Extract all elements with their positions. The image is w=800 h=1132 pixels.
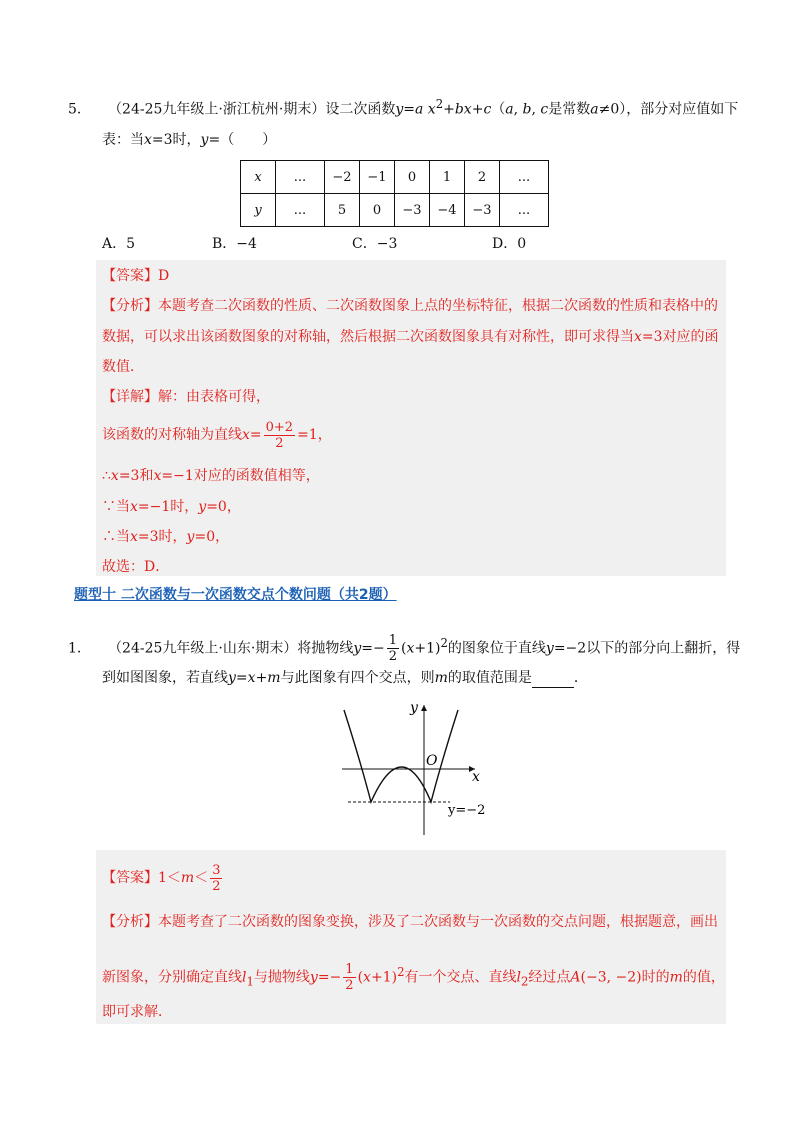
table-cell: 5 xyxy=(325,194,360,227)
table-cell: 1 xyxy=(430,161,465,194)
q5-options xyxy=(102,234,526,254)
q1-answer: 【答案】1＜m＜ $\frac{3}{2}$ xyxy=(102,862,221,894)
folded-parabola-curve xyxy=(344,710,458,802)
table-cell: 2 xyxy=(465,161,500,194)
table-cell: −3 xyxy=(395,194,430,227)
q5-detail-3: ∴x=3和x=−1对应的函数值相等， xyxy=(102,468,320,484)
q5-analysis-3: 数值． xyxy=(102,359,144,375)
table-cell: 0 xyxy=(395,161,430,194)
q5-source: （24-25九年级上·浙江杭州·期末） xyxy=(108,101,326,118)
q5-analysis-2: 数据，可以求出该函数图象的对称轴，然后根据二次函数图象具有对称性，即可求得当x=3对应的函 xyxy=(102,329,719,345)
table-cell: −1 xyxy=(360,161,395,194)
q1-line1: 1. （24-25九年级上·山东·期末）将抛物线y=− $\frac{1}{2}$ $(x+1)^2$的图象位于直线y=−2以下的部分向上翻折，得 xyxy=(68,633,741,665)
table-cell: −4 xyxy=(430,194,465,227)
q5-number: 5. xyxy=(68,101,82,118)
value-table xyxy=(240,160,549,227)
table-cell: −2 xyxy=(325,161,360,194)
table-header-x: x xyxy=(241,161,276,194)
q1-analysis-2: 新图象，分别确定直线$l_1$与抛物线y=− $\frac{1}{2}$ $(x+1)^2$有一个交点、直线$l_2$经过点A(−3, −2)时的m的值， xyxy=(102,962,725,994)
q1-analysis-3: 即可求解． xyxy=(102,1004,172,1020)
q5-detail-4: ∵当x=−1时，y=0， xyxy=(102,499,241,515)
q5-analysis-1: 【分析】本题考查二次函数的性质、二次函数图象上点的坐标特征，根据二次函数的性质和表格中的 xyxy=(102,298,718,314)
answer-blank[interactable] xyxy=(532,673,574,688)
option-b: B．−4 xyxy=(212,236,257,252)
table-row xyxy=(241,194,549,227)
q1-source: （24-25九年级上·山东·期末） xyxy=(108,640,298,657)
q5-line2: 表：当x=3时，y=（ ） xyxy=(102,132,277,148)
q5-detail-1: 【详解】解：由表格可得， xyxy=(102,389,270,405)
origin-label: O xyxy=(426,753,438,769)
table-row xyxy=(241,161,549,194)
table-cell: −3 xyxy=(465,194,500,227)
q5-answer: 【答案】D xyxy=(102,268,170,284)
y-axis-label: y xyxy=(410,700,418,716)
table-cell: 0 xyxy=(360,194,395,227)
table-cell: ... xyxy=(276,194,325,227)
q1-line2: 到如图图象，若直线y=x+m与此图象有四个交点，则m的取值范围是 ． xyxy=(102,670,588,686)
table-header-y: y xyxy=(241,194,276,227)
q5-line1: 5. （24-25九年级上·浙江杭州·期末）设二次函数y=a $x^2+bx+c(a$, b, c是常数a≠0），部分对应值如下 xyxy=(68,97,739,118)
table-cell: ... xyxy=(500,194,549,227)
x-axis-label: x xyxy=(472,769,480,785)
section-title: 题型十 二次函数与一次函数交点个数问题（共2题） xyxy=(74,587,397,603)
option-d: D．0 xyxy=(492,236,527,252)
option-a: A．5 xyxy=(102,236,136,252)
q1-analysis-1: 【分析】本题考查了二次函数的图象变换，涉及了二次函数与一次函数的交点问题，根据题意，画出 xyxy=(102,914,718,930)
table-cell: ... xyxy=(276,161,325,194)
option-c: C．−3 xyxy=(352,236,398,252)
parabola-graph xyxy=(330,700,500,840)
table-cell: ... xyxy=(500,161,549,194)
q5-detail-6: 故选：D． xyxy=(102,559,170,575)
line-label: y=−2 xyxy=(448,803,486,818)
q5-detail-5: ∴当x=3时，y=0， xyxy=(102,529,230,545)
q5-detail-2: 该函数的对称轴为直线x= $\frac{0+2}{2}$ =1， xyxy=(102,419,332,451)
